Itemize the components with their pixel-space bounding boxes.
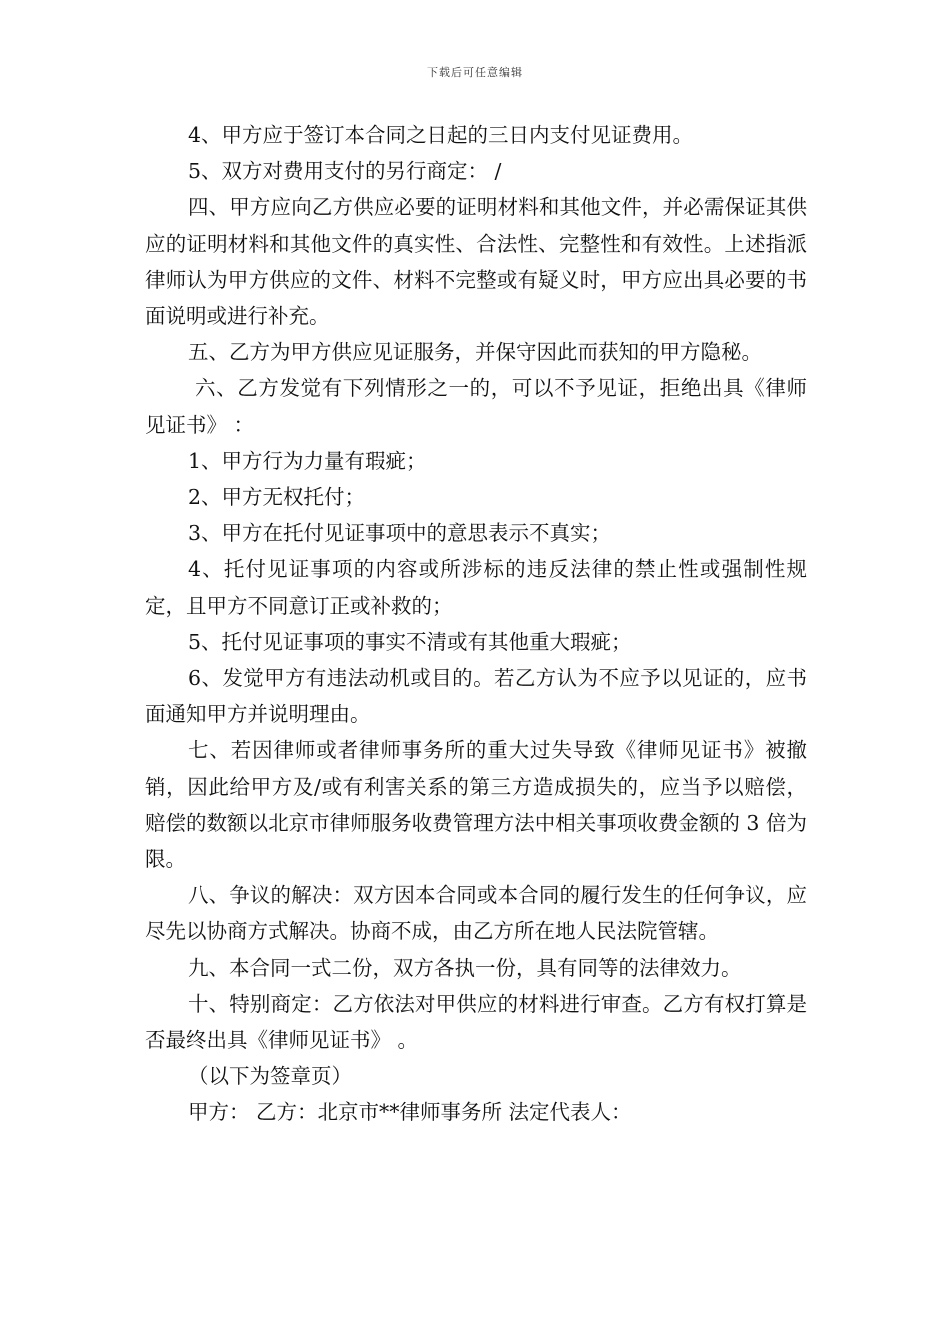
article-8-disputes: 八、争议的解决：双方因本合同或本合同的履行发生的任何争议，应尽先以协商方式解决。协商不成，由乙方所在地人民法院管辖。 [145, 883, 807, 944]
document-body [145, 117, 807, 1131]
refusal-case-2: 2、甲方无权托付； [188, 485, 366, 510]
signature-page-note: （以下为签章页） [188, 1064, 352, 1089]
article-7-liability: 七、若因律师或者律师事务所的重大过失导致《律师见证书》被撤销，因此给甲方及/或有利害关系的第三方造成损失的，应当予以赔偿，赔偿的数额以北京市律师服务收费管理方法中相关事项收费金额的 3 倍为限。 [145, 738, 807, 872]
article-5-confidentiality: 五、乙方为甲方供应见证服务，并保守因此而获知的甲方隐秘。 [188, 340, 762, 365]
refusal-case-1: 1、甲方行为力量有瑕疵； [188, 448, 427, 473]
article-6-refusal: 六、乙方发觉有下列情形之一的，可以不予见证，拒绝出具《律师见证书》 ： [145, 376, 807, 437]
refusal-case-5: 5、托付见证事项的事实不清或有其他重大瑕疵； [188, 629, 632, 654]
refusal-case-6: 6、发觉甲方有违法动机或目的。若乙方认为不应予以见证的，应书面通知甲方并说明理由。 [145, 666, 807, 727]
fee-other-agreement-clause: 5、双方对费用支付的另行商定： / [188, 159, 502, 184]
refusal-case-4: 4、托付见证事项的内容或所涉标的违反法律的禁止性或强制性规定，且甲方不同意订正或补救的； [145, 557, 807, 618]
refusal-case-3: 3、甲方在托付见证事项中的意思表示不真实； [188, 521, 612, 546]
parties-signature-line: 甲方： 乙方：北京市**律师事务所 法定代表人： [188, 1100, 632, 1125]
article-4-materials: 四、甲方应向乙方供应必要的证明材料和其他文件，并必需保证其供应的证明材料和其他文件的真实性、合法性、完整性和有效性。上述指派律师认为甲方供应的文件、材料不完整或有疑义时，甲方应出具必要的书面说明或进行补充。 [145, 195, 807, 329]
article-10-special-agreement: 十、特别商定：乙方依法对甲供应的材料进行审查。乙方有权打算是否最终出具《律师见证书》 。 [145, 991, 807, 1053]
article-9-copies: 九、本合同一式二份，双方各执一份，具有同等的法律效力。 [188, 955, 742, 980]
page-header: 下载后可任意编辑 [427, 66, 523, 79]
fee-payment-deadline-clause: 4、甲方应于签订本合同之日起的三日内支付见证费用。 [188, 123, 694, 147]
